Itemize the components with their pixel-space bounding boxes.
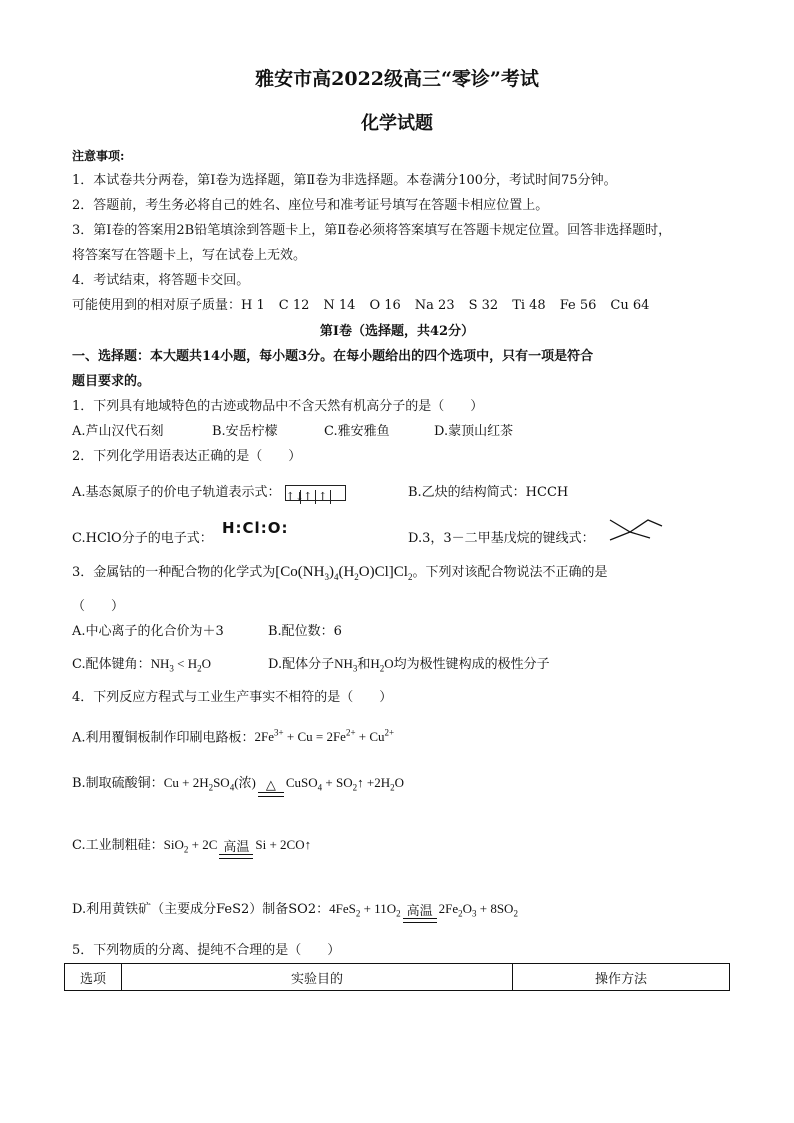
equation-a: $2Fe^{3+} + Cu = 2Fe^{2+} + Cu^{2+}$ [254,728,395,745]
mass-ti: Ti 48 [512,298,546,313]
condition-heat: △ [265,776,276,792]
question-2-option-c [72,530,213,548]
orbital-box: ↑↓ [285,489,305,503]
question-3-option-a: A.中心离子的化合价为＋3 [72,624,224,639]
question-2-option-b: B.乙炔的结构简式：HCCH [408,485,569,500]
question-2-stem: 2．下列化学用语表达正确的是（ ） [72,449,302,464]
skeletal-formula-icon [606,516,664,542]
question-3-stem [72,563,607,586]
question-1-option-c: C.雅安雅鱼 [324,424,390,439]
complex-formula: $[Co(NH_3)_4(H_2O)Cl]Cl_2$ [275,564,413,582]
section-instructions-cont: 题目要求的。 [72,374,151,389]
orbital-box [331,486,345,500]
question-4-option-a-label: A.利用覆铜板制作印刷电路板： [72,730,255,746]
notes-heading: 注意事项: [72,149,125,163]
equation-b: $Cu + 2H_2SO_4$(浓) △ CuSO$_4$ + $SO_2↑ +2H_2O$ [164,775,404,790]
atomic-masses-label: 可能使用到的相对原子质量： [72,298,242,313]
mass-o: O 16 [369,298,401,313]
question-1-option-a: A.芦山汉代石刻 [72,424,164,439]
question-3-stem-pre: 3．金属钴的一种配合物的化学式为 [72,565,276,580]
question-4-option-c-label: C.工业制粗硅： [72,838,164,853]
mass-c: C 12 [278,298,310,313]
question-2-option-a [72,484,346,502]
question-5-stem: 5．下列物质的分离、提纯不合理的是（ ） [72,943,341,958]
table-header-purpose: 实验目的 [122,964,513,991]
note-item-1: 1．本试卷共分两卷，第Ⅰ卷为选择题，第Ⅱ卷为非选择题。本卷满分100分，考试时间75分钟。 [72,173,617,188]
question-4-option-b-label: B.制取硫酸铜： [72,776,164,791]
question-4-option-d [72,900,518,923]
question-2-option-d: D.3，3－二甲基戊烷的键线式： [408,531,595,546]
note-item-3-cont: 将答案写在答题卡上，写在试卷上无效。 [72,248,307,263]
question-3-blank: （ ） [72,599,125,614]
exam-subtitle: 化学试题 [361,113,433,134]
table-header-option: 选项 [65,964,122,991]
question-3-option-b: B.配位数：6 [268,624,342,639]
mass-na: Na 23 [414,298,455,313]
mass-fe: Fe 56 [559,298,597,313]
condition-high-temp: 高温 [223,838,250,854]
orbital-box: ↑ [301,490,316,504]
note-item-3: 3．第Ⅰ卷的答案用2B铅笔填涂到答题卡上，第Ⅱ卷必须将答案填写在答题卡规定位置。回答非选择题时， [72,223,672,238]
question-2-option-c-text: C.HClO分子的电子式： [72,531,213,546]
question-4-option-c [72,836,311,859]
question-3-option-c: C.配体键角：$NH_3 < H_2O$ [72,656,212,674]
exam-title: 雅安市高2022级高三“零诊”考试 [255,68,539,90]
question-4-stem: 4．下列反应方程式与工业生产事实不相符的是（ ） [72,690,393,705]
question-2-option-a-text: A.基态氮原子的价电子轨道表示式： [72,485,281,500]
mass-h: H 1 [241,298,265,313]
orbital-box: ↑ [316,490,331,504]
atomic-masses [72,297,649,315]
mass-cu: Cu 64 [610,298,650,313]
orbital-diagram [285,485,346,501]
question-4-option-a [72,724,394,747]
electron-dot-formula: H:Cl:O: [222,519,289,537]
question-4-option-b [72,774,404,797]
question-1-stem: 1．下列具有地域特色的古迹或物品中不含天然有机高分子的是（ ） [72,399,484,414]
table-header-row [65,964,730,991]
condition-high-temp: 高温 [406,902,433,918]
mass-s: S 32 [468,298,499,313]
section-heading: 第Ⅰ卷（选择题，共42分） [319,324,475,339]
question-5-table [64,963,730,991]
section-instructions: 一、选择题：本大题共14小题，每小题3分。在每小题给出的四个选项中，只有一项是符合 [72,349,594,364]
question-3-option-d: D.配体分子$NH_3$和$H_2O$均为极性键构成的极性分子 [268,656,550,674]
question-1-option-d: D.蒙顶山红茶 [434,424,514,439]
table-header-method: 操作方法 [513,964,730,991]
question-4-option-d-label: D.利用黄铁矿（主要成分FeS2）制备SO2： [72,902,330,917]
equation-d: $4FeS_2 + 11O_2$ 高温 $2Fe_2O_3 + 8SO_2$ [329,901,518,916]
equation-c: SiO$_2$ + 2C 高温 Si + 2CO↑ [164,837,311,852]
question-1-option-b: B.安岳柠檬 [212,424,278,439]
question-3-stem-post: 。下列对该配合物说法不正确的是 [412,565,608,580]
note-item-2: 2．答题前，考生务必将自己的姓名、座位号和准考证号填写在答题卡相应位置上。 [72,198,549,213]
note-item-4: 4．考试结束，将答题卡交回。 [72,273,250,288]
mass-n: N 14 [323,298,356,313]
